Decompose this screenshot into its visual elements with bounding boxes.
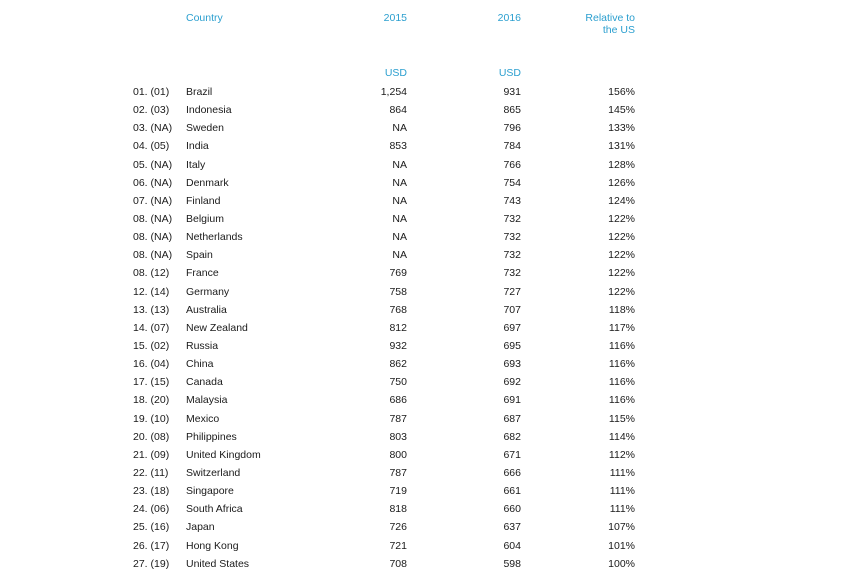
- relative-cell: 115%: [608, 412, 635, 425]
- country-cell: Sweden: [186, 122, 224, 135]
- column-header-relative-line2: the US: [602, 24, 635, 36]
- table-row: [0, 139, 860, 157]
- value-2016-cell: 693: [503, 358, 521, 371]
- value-2016-cell: 732: [503, 267, 521, 280]
- relative-cell: 114%: [608, 430, 635, 443]
- table-row: [0, 303, 860, 321]
- value-2015-cell: 803: [389, 430, 407, 443]
- country-cell: United Kingdom: [186, 448, 261, 461]
- country-cell: Hong Kong: [186, 539, 239, 552]
- value-2016-cell: 865: [503, 104, 521, 117]
- relative-cell: 122%: [608, 231, 635, 244]
- table-row: [0, 448, 860, 466]
- table-row: [0, 357, 860, 375]
- rank-cell: 02. (03): [133, 104, 170, 117]
- rank-cell: 19. (10): [133, 412, 170, 425]
- country-cell: Indonesia: [186, 104, 232, 117]
- relative-cell: 122%: [608, 285, 635, 298]
- relative-cell: 156%: [608, 86, 635, 98]
- value-2016-cell: 660: [503, 503, 521, 516]
- rank-cell: 12. (14): [133, 285, 170, 298]
- relative-cell: 116%: [608, 358, 635, 371]
- rank-cell: 08. (NA): [133, 231, 173, 244]
- value-2016-cell: 692: [503, 376, 521, 389]
- rank-cell: 04. (05): [133, 140, 170, 153]
- value-2016-cell: 697: [503, 321, 521, 334]
- relative-cell: 122%: [608, 249, 635, 262]
- table-row: [0, 158, 860, 176]
- table-row: [0, 103, 860, 121]
- table-row: [0, 412, 860, 430]
- relative-cell: 122%: [608, 212, 635, 225]
- value-2015-cell: 812: [389, 321, 407, 334]
- relative-cell: 111%: [609, 485, 635, 498]
- value-2015-cell: NA: [392, 249, 407, 262]
- table-row: [0, 393, 860, 411]
- value-2015-cell: 853: [389, 140, 407, 153]
- country-cell: Philippines: [186, 430, 237, 443]
- country-cell: Switzerland: [186, 466, 241, 479]
- rank-cell: 26. (17): [133, 539, 170, 552]
- relative-cell: 100%: [608, 557, 635, 570]
- rank-cell: 17. (15): [133, 376, 170, 389]
- value-2016-cell: 743: [503, 194, 521, 207]
- relative-cell: 116%: [608, 394, 635, 407]
- relative-cell: 128%: [608, 158, 635, 171]
- country-cell: Singapore: [186, 485, 234, 498]
- relative-cell: 145%: [608, 104, 635, 117]
- table-row: [0, 466, 860, 484]
- rank-cell: 15. (02): [133, 339, 170, 352]
- country-cell: India: [186, 140, 209, 153]
- relative-cell: 122%: [608, 267, 635, 280]
- value-2015-cell: 818: [389, 503, 407, 516]
- value-2016-cell: 604: [503, 539, 521, 552]
- table-row: [0, 248, 860, 266]
- country-cell: Australia: [186, 303, 227, 316]
- rank-cell: 05. (NA): [133, 158, 173, 171]
- table-row: [0, 375, 860, 393]
- value-2016-cell: 766: [503, 158, 521, 171]
- country-cell: New Zealand: [186, 321, 248, 334]
- value-2015-cell: 1,254: [380, 86, 407, 98]
- country-cell: Brazil: [186, 86, 213, 98]
- rank-cell: 08. (NA): [133, 249, 173, 262]
- relative-cell: 111%: [609, 466, 635, 479]
- value-2016-cell: 707: [503, 303, 521, 316]
- country-cell: Canada: [186, 376, 223, 389]
- country-cell: Germany: [186, 285, 230, 298]
- rank-cell: 25. (16): [133, 521, 170, 534]
- table-row: [0, 194, 860, 212]
- value-2015-cell: 726: [389, 521, 407, 534]
- country-cell: Spain: [186, 249, 213, 262]
- table-row: [0, 85, 860, 103]
- table-row: [0, 484, 860, 502]
- relative-cell: 118%: [608, 303, 635, 316]
- relative-cell: 133%: [608, 122, 635, 135]
- rank-cell: 21. (09): [133, 448, 170, 461]
- rank-cell: 08. (12): [133, 267, 170, 280]
- table-row: [0, 502, 860, 520]
- rank-cell: 03. (NA): [133, 122, 173, 135]
- value-2015-cell: 708: [389, 557, 407, 570]
- table-row: [0, 430, 860, 448]
- column-header-country: Country: [186, 12, 223, 24]
- rank-cell: 24. (06): [133, 503, 170, 516]
- table-row: [0, 230, 860, 248]
- rank-cell: 07. (NA): [133, 194, 173, 207]
- value-2016-cell: 784: [503, 140, 521, 153]
- value-2015-cell: NA: [392, 158, 407, 171]
- value-2015-cell: 862: [389, 358, 407, 371]
- rank-cell: 23. (18): [133, 485, 170, 498]
- value-2016-cell: 671: [503, 448, 521, 461]
- value-2015-cell: 932: [389, 339, 407, 352]
- relative-cell: 107%: [608, 521, 635, 534]
- rank-cell: 08. (NA): [133, 212, 173, 225]
- relative-cell: 116%: [608, 339, 635, 352]
- value-2016-cell: 598: [503, 557, 521, 570]
- value-2015-cell: 787: [389, 412, 407, 425]
- country-cell: Malaysia: [186, 394, 228, 407]
- value-2016-cell: 931: [503, 86, 521, 98]
- relative-cell: 101%: [608, 539, 635, 552]
- value-2016-cell: 691: [503, 394, 521, 407]
- country-cell: Japan: [186, 521, 215, 534]
- country-cell: Belgium: [186, 212, 224, 225]
- table-body: [0, 85, 860, 575]
- value-2015-cell: NA: [392, 122, 407, 135]
- value-2015-cell: NA: [392, 176, 407, 189]
- rank-cell: 22. (11): [133, 466, 169, 479]
- value-2016-cell: 732: [503, 231, 521, 244]
- unit-label-2016: USD: [498, 67, 521, 79]
- column-header-2016: 2016: [497, 12, 521, 24]
- value-2015-cell: 721: [389, 539, 407, 552]
- relative-cell: 112%: [608, 448, 635, 461]
- rank-cell: 01. (01): [133, 86, 170, 98]
- rank-cell: 14. (07): [133, 321, 170, 334]
- value-2016-cell: 666: [503, 466, 521, 479]
- table-row: [0, 339, 860, 357]
- country-cell: Denmark: [186, 176, 229, 189]
- table-row: [0, 285, 860, 303]
- column-header-relative: [560, 12, 635, 36]
- value-2015-cell: 686: [389, 394, 407, 407]
- value-2015-cell: 750: [389, 376, 407, 389]
- rank-cell: 18. (20): [133, 394, 170, 407]
- unit-label-2015: USD: [384, 67, 407, 79]
- table-row: [0, 321, 860, 339]
- table-row: [0, 212, 860, 230]
- value-2016-cell: 754: [503, 176, 521, 189]
- relative-cell: 117%: [608, 321, 635, 334]
- rank-cell: 06. (NA): [133, 176, 173, 189]
- value-2015-cell: 719: [389, 485, 407, 498]
- value-2016-cell: 687: [503, 412, 521, 425]
- country-cell: Finland: [186, 194, 221, 207]
- table-row: [0, 557, 860, 575]
- table-row: [0, 176, 860, 194]
- relative-cell: 126%: [608, 176, 635, 189]
- relative-cell: 131%: [608, 140, 635, 153]
- value-2016-cell: 727: [503, 285, 521, 298]
- relative-cell: 124%: [608, 194, 635, 207]
- country-cell: Italy: [186, 158, 206, 171]
- relative-cell: 111%: [609, 503, 635, 516]
- column-header-relative-line1: Relative to: [585, 12, 635, 24]
- value-2015-cell: 769: [389, 267, 407, 280]
- value-2015-cell: 864: [389, 104, 407, 117]
- value-2016-cell: 637: [503, 521, 521, 534]
- value-2016-cell: 695: [503, 339, 521, 352]
- table-row: [0, 539, 860, 557]
- value-2015-cell: 787: [389, 466, 407, 479]
- value-2015-cell: 800: [389, 448, 407, 461]
- value-2015-cell: NA: [392, 231, 407, 244]
- country-cell: Russia: [186, 339, 219, 352]
- value-2016-cell: 661: [503, 485, 521, 498]
- value-2015-cell: NA: [392, 194, 407, 207]
- value-2016-cell: 682: [503, 430, 521, 443]
- table-row: [0, 266, 860, 284]
- rank-cell: 16. (04): [133, 358, 170, 371]
- table-row: [0, 121, 860, 139]
- country-cell: Mexico: [186, 412, 220, 425]
- column-header-2015: 2015: [383, 12, 407, 24]
- value-2015-cell: 768: [389, 303, 407, 316]
- country-cell: China: [186, 358, 214, 371]
- rank-cell: 13. (13): [133, 303, 170, 316]
- value-2016-cell: 796: [503, 122, 521, 135]
- relative-cell: 116%: [608, 376, 635, 389]
- rank-cell: 27. (19): [133, 557, 170, 570]
- value-2015-cell: NA: [392, 212, 407, 225]
- value-2016-cell: 732: [503, 212, 521, 225]
- value-2016-cell: 732: [503, 249, 521, 262]
- country-cell: United States: [186, 557, 250, 570]
- country-cell: France: [186, 267, 219, 280]
- country-cell: South Africa: [186, 503, 243, 516]
- rank-cell: 20. (08): [133, 430, 170, 443]
- value-2015-cell: 758: [389, 285, 407, 298]
- table-row: [0, 520, 860, 538]
- country-cell: Netherlands: [186, 231, 243, 244]
